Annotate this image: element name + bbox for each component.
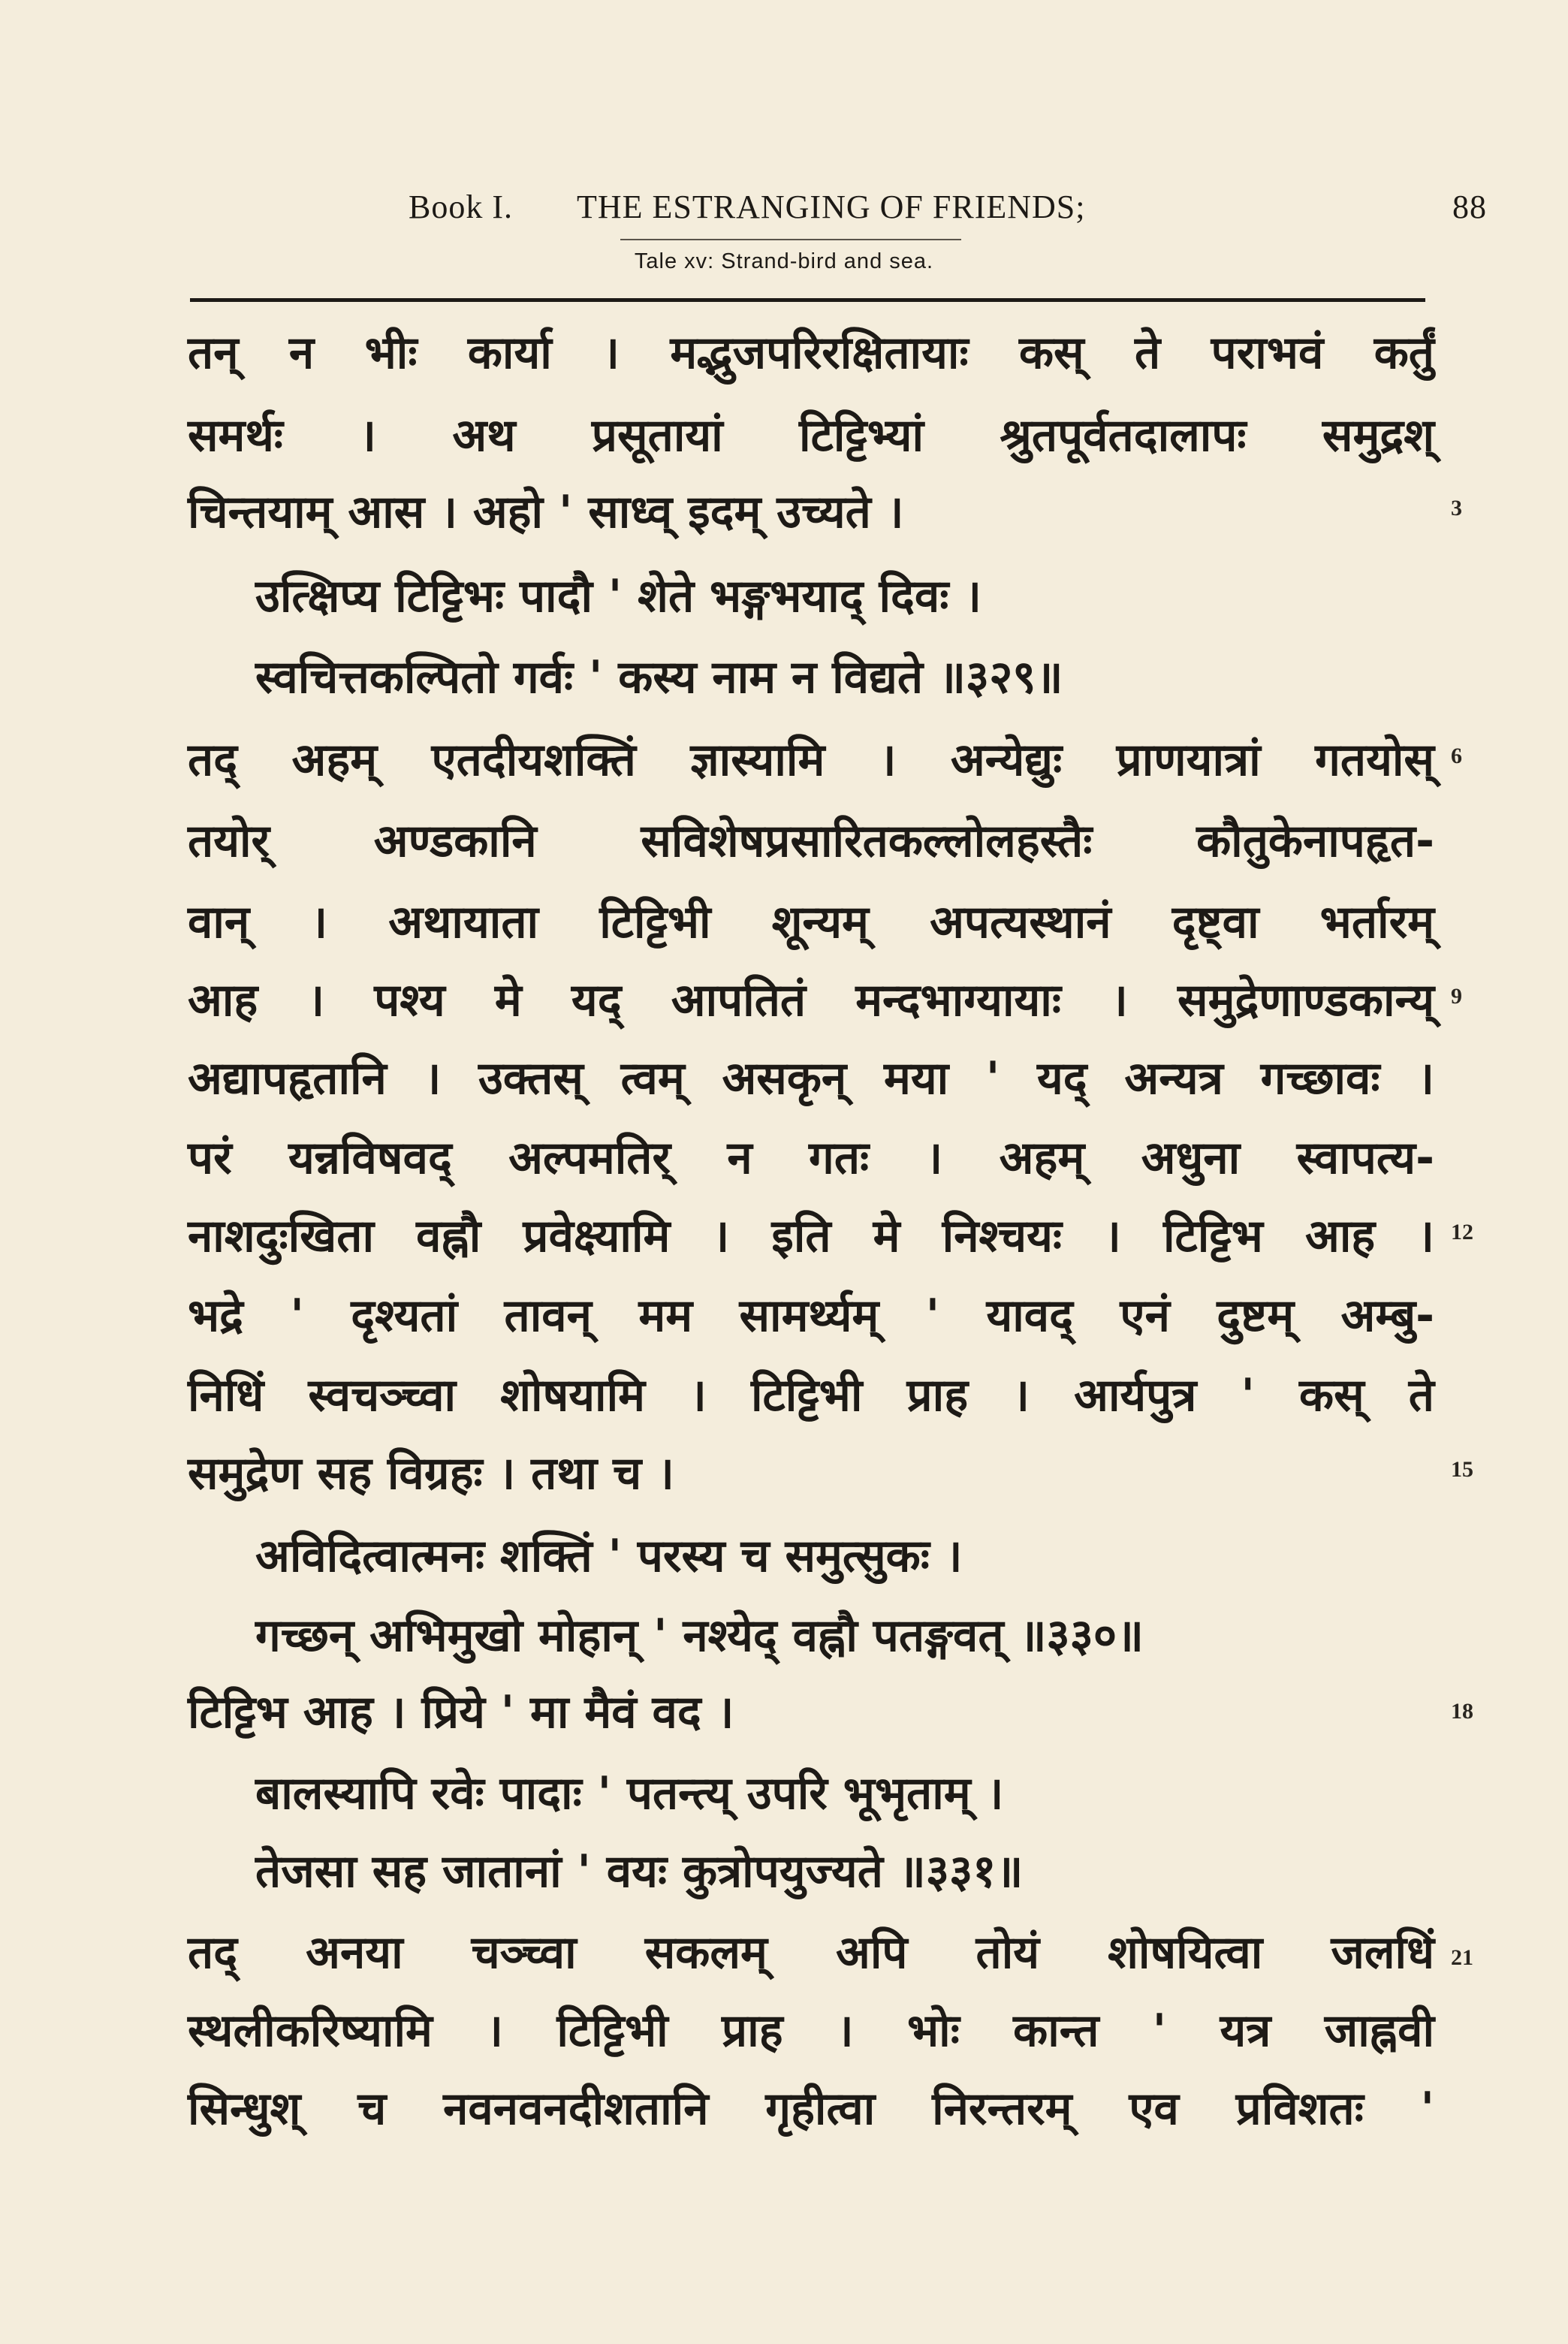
- page-number: 88: [1452, 189, 1487, 225]
- text-line: परं यन्नविषवद् अल्पमतिर् न गतः । अहम् अधुना स्वापत्य-: [188, 1132, 1434, 1184]
- verse-line: अविदित्वात्मनः शक्तिं ' परस्य च समुत्सुकः ।: [255, 1530, 963, 1582]
- text-line: भद्रे ' दृश्यतां तावन् मम सामर्थ्यम् ' यावद् एनं दुष्टम् अम्बु-: [188, 1290, 1434, 1342]
- line-number: 12: [1451, 1220, 1473, 1244]
- chapter-title: THE ESTRANGING OF FRIENDS;: [577, 189, 1086, 225]
- text-line: आह । पश्य मे यद् आपतितं मन्दभाग्यायाः । समुद्रेणाण्डकान्य्: [188, 974, 1434, 1027]
- text-line: टिट्टिभ आह । प्रिये ' मा मैवं वद ।: [188, 1686, 734, 1739]
- header-divider: [190, 298, 1425, 302]
- text-line: वान् । अथायाता टिट्टिभी शून्यम् अपत्यस्थानं दृष्ट्वा भर्तारम्: [188, 896, 1434, 949]
- text-line: तद् अनया चञ्च्वा सकलम् अपि तोयं शोषयित्वा जलधिं: [188, 1926, 1434, 1979]
- text-line: तद् अहम् एतदीयशक्तिं ज्ञास्यामि । अन्येद्युः प्राणयात्रां गतयोस्: [188, 734, 1434, 786]
- running-head: [406, 188, 1487, 233]
- text-line: समुद्रेण सह विग्रहः । तथा च ।: [188, 1447, 674, 1500]
- text-line: स्थलीकरिष्यामि । टिट्टिभी प्राह । भोः कान्त ' यत्र जाह्नवी: [188, 2005, 1434, 2057]
- tale-subtitle: Tale xv: Strand-bird and sea.: [634, 249, 934, 273]
- text-line: तन् न भीः कार्या । मद्भुजपरिरक्षितायाः कस् ते पराभवं कर्तुं: [188, 327, 1434, 379]
- line-number: 18: [1451, 1699, 1473, 1724]
- verse-line: उत्क्षिप्य टिट्टिभः पादौ ' शेते भङ्गभयाद् दिवः ।: [255, 570, 982, 623]
- line-number: 6: [1451, 744, 1462, 768]
- verse-line: तेजसा सह जातानां ' वयः कुत्रोपयुज्यते ॥३३१॥: [255, 1845, 1024, 1898]
- line-number: 21: [1451, 1945, 1473, 1970]
- text-line: समर्थः । अथ प्रसूतायां टिट्टिभ्यां श्रुतपूर्वतदालापः समुद्रश्: [188, 409, 1434, 462]
- verse-line: गच्छन् अभिमुखो मोहान् ' नश्येद् वह्नौ पतङ्गवत् ॥३३०॥: [255, 1609, 1144, 1662]
- verse-line: बालस्यापि रवेः पादाः ' पतन्त्य् उपरि भूभृताम् ।: [255, 1767, 1004, 1820]
- verse-line: स्वचित्तकल्पितो गर्वः ' कस्य नाम न विद्यते ॥३२९॥: [255, 651, 1063, 704]
- text-line: सिन्धुश् च नवनवनदीशतानि गृहीत्वा निरन्तरम् एव प्रविशतः ': [188, 2083, 1434, 2135]
- text-line: चिन्तयाम् आस । अहो ' साध्व् इदम् उच्यते ।: [188, 486, 904, 538]
- line-number: 15: [1451, 1457, 1473, 1482]
- line-number: 3: [1451, 496, 1462, 520]
- text-line: निधिं स्वचञ्च्वा शोषयामि । टिट्टिभी प्राह । आर्यपुत्र ' कस् ते: [188, 1369, 1434, 1422]
- short-divider: [620, 239, 961, 240]
- text-line: अद्यापहृतानि । उक्तस् त्वम् असकृन् मया ' यद् अन्यत्र गच्छावः ।: [188, 1052, 1434, 1105]
- book-label: Book I.: [409, 189, 513, 225]
- text-line: नाशदुःखिता वह्नौ प्रवेक्ष्यामि । इति मे निश्चयः । टिट्टिभ आह ।: [188, 1210, 1434, 1263]
- line-number: 9: [1451, 984, 1462, 1009]
- text-line: तयोर् अण्डकानि सविशेषप्रसारितकल्लोलहस्तैः कौतुकेनापहृत-: [188, 815, 1434, 867]
